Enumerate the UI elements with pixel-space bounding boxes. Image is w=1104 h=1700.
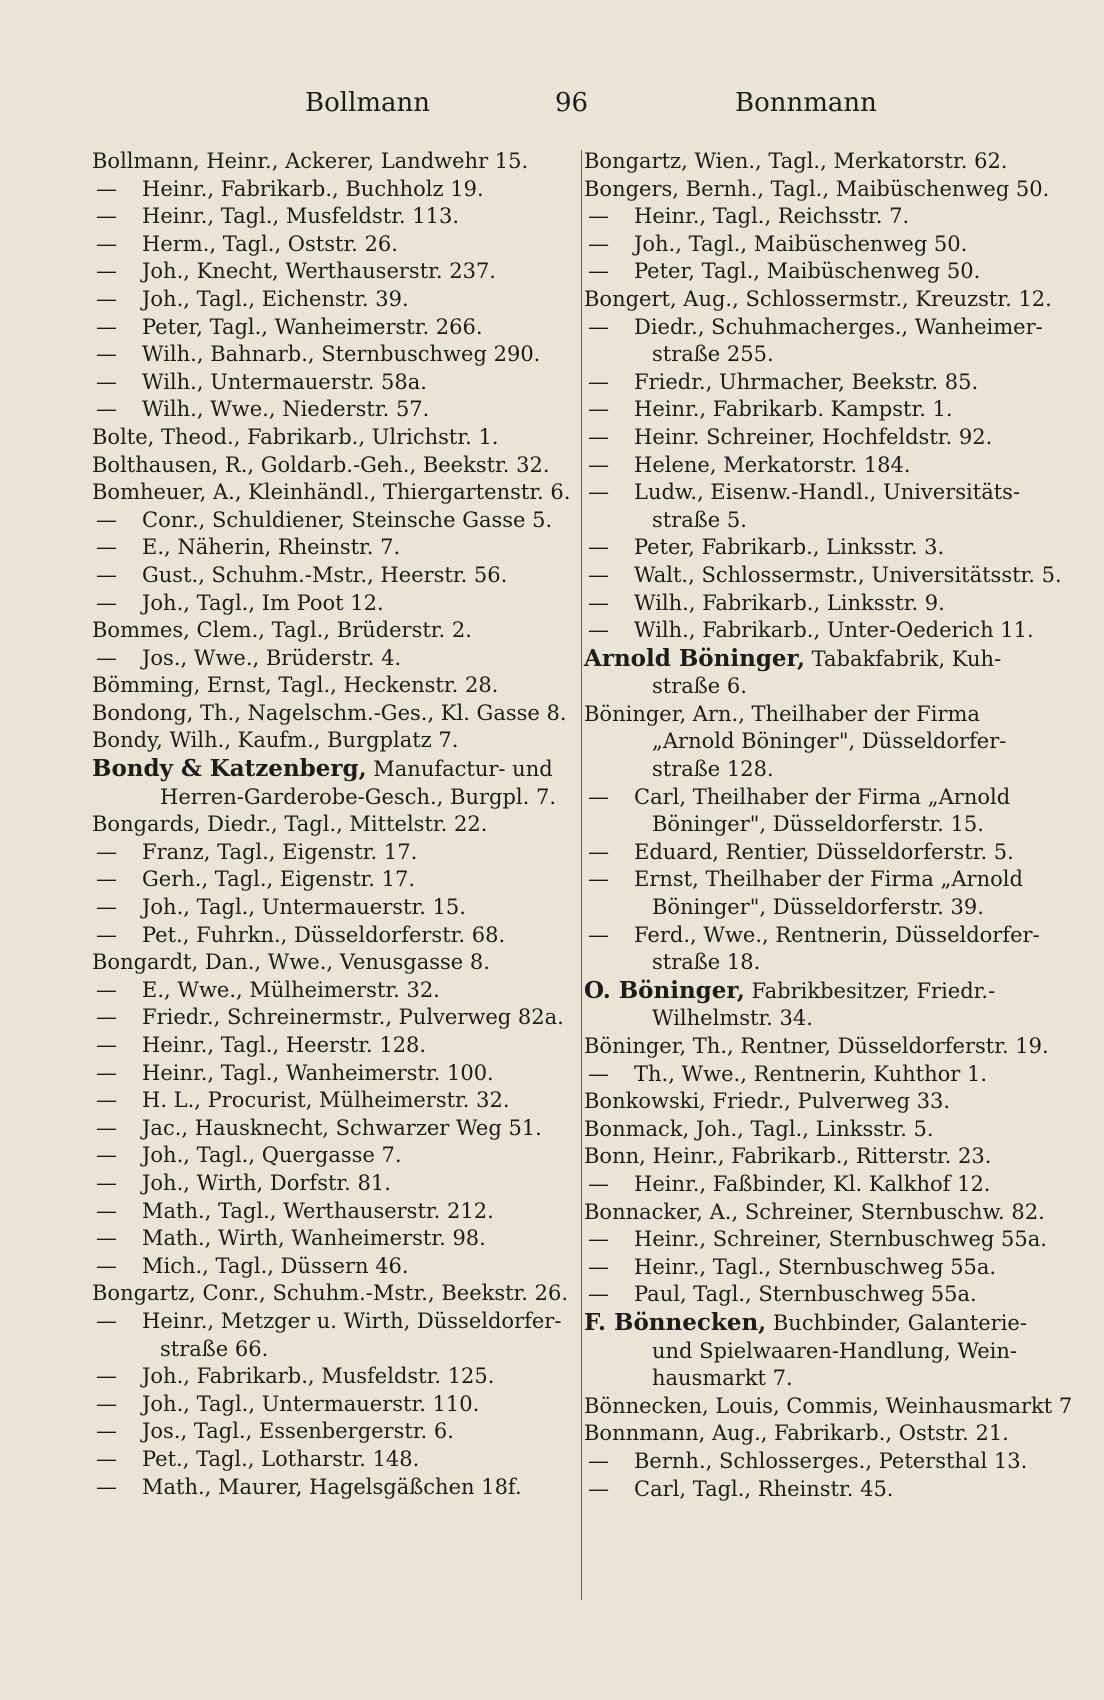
entry-text: straße 255. — [652, 342, 774, 367]
directory-entry — [92, 894, 572, 922]
repeat-dash: — — [588, 1171, 609, 1196]
entry-text: Carl, Theilhaber der Firma „Arnold — [634, 784, 1011, 809]
entry-text: Joh., Tagl., Eichenstr. 39. — [142, 286, 409, 311]
directory-entry — [92, 286, 572, 314]
entry-text: straße 128. — [652, 757, 774, 782]
repeat-dash: — — [588, 1227, 609, 1252]
repeat-dash: — — [588, 867, 609, 892]
directory-entry — [92, 839, 572, 867]
entry-text: Wilh., Wwe., Niederstr. 57. — [142, 397, 430, 422]
entry-text: Fabrikbesitzer, Friedr.- — [744, 978, 996, 1003]
repeat-dash: — — [96, 286, 117, 311]
entry-text: Heinr., Fabrikarb., Buchholz 19. — [142, 176, 484, 201]
entry-text: Bomheuer, A., Kleinhändl., Thiergartenstr. 6. — [92, 480, 571, 505]
repeat-dash: — — [588, 480, 609, 505]
repeat-dash: — — [96, 397, 117, 422]
directory-entry — [92, 755, 572, 784]
directory-entry — [92, 231, 572, 259]
repeat-dash: — — [588, 397, 609, 422]
entry-text: Heinr., Faßbinder, Kl. Kalkhof 12. — [634, 1171, 991, 1196]
directory-entry — [92, 341, 572, 369]
entry-text: Joh., Tagl., Untermauerstr. 110. — [142, 1391, 480, 1416]
directory-entry — [92, 314, 572, 342]
directory-entry — [584, 1199, 1064, 1227]
directory-entry — [584, 1448, 1064, 1476]
repeat-dash: — — [96, 1446, 117, 1471]
directory-entry — [584, 1143, 1064, 1171]
directory-entry — [92, 1032, 572, 1060]
directory-entry — [92, 176, 572, 204]
directory-entry — [584, 701, 1064, 729]
repeat-dash: — — [588, 369, 609, 394]
directory-entry — [584, 1309, 1064, 1338]
entry-text: Heinr. Schreiner, Hochfeldstr. 92. — [634, 424, 993, 449]
directory-entry — [584, 1005, 1064, 1033]
repeat-dash: — — [96, 204, 117, 229]
directory-entry — [584, 562, 1064, 590]
entry-text: Joh., Knecht, Werthauserstr. 237. — [142, 259, 496, 284]
repeat-dash: — — [588, 1061, 609, 1086]
entry-text: Peter, Tagl., Maibüschenweg 50. — [634, 259, 981, 284]
entry-text: Bömming, Ernst, Tagl., Heckenstr. 28. — [92, 673, 499, 698]
directory-entry — [584, 839, 1064, 867]
directory-entry — [584, 784, 1064, 812]
repeat-dash: — — [96, 1033, 117, 1057]
repeat-dash: — — [588, 231, 609, 256]
entry-text: und Spielwaaren-Handlung, Wein- — [652, 1338, 1017, 1363]
repeat-dash: — — [96, 977, 117, 1002]
entry-text: Wilh., Fabrikarb., Unter-Oederich 11. — [634, 618, 1034, 643]
entry-text: Wilh., Untermauerstr. 58a. — [142, 369, 427, 394]
directory-entry — [584, 949, 1064, 977]
column-divider — [581, 150, 582, 1600]
entry-text: Friedr., Uhrmacher, Beekstr. 85. — [634, 369, 979, 394]
directory-entry — [92, 479, 572, 507]
repeat-dash: — — [96, 314, 117, 339]
entry-text: E., Näherin, Rheinstr. 7. — [142, 535, 401, 560]
firm-name: Arnold Böninger, — [584, 644, 805, 672]
directory-entry — [584, 673, 1064, 701]
directory-entry — [584, 396, 1064, 424]
directory-entry — [92, 1253, 572, 1281]
entry-text: Bernh., Schlosserges., Petersthal 13. — [634, 1448, 1028, 1473]
directory-entry — [92, 672, 572, 700]
repeat-dash: — — [96, 590, 117, 615]
repeat-dash: — — [588, 618, 609, 643]
entry-text: Bolthausen, R., Goldarb.-Geh., Beekstr. 32. — [92, 452, 550, 477]
entry-text: Böninger, Th., Rentner, Düsseldorferstr. 19. — [584, 1034, 1049, 1058]
directory-entry — [584, 1420, 1064, 1448]
repeat-dash: — — [96, 1391, 117, 1416]
directory-entry — [584, 1281, 1064, 1309]
entry-text: Bongert, Aug., Schlossermstr., Kreuzstr. 12. — [584, 286, 1052, 311]
repeat-dash: — — [96, 1005, 117, 1030]
directory-entry — [92, 922, 572, 950]
repeat-dash: — — [96, 922, 117, 947]
directory-entry — [584, 1365, 1064, 1393]
entry-text: Ludw., Eisenw.-Handl., Universitäts- — [634, 480, 1021, 505]
repeat-dash: — — [96, 1170, 117, 1195]
repeat-dash: — — [96, 895, 117, 920]
directory-entry — [92, 1280, 572, 1308]
entry-text: E., Wwe., Mülheimerstr. 32. — [142, 977, 440, 1002]
entry-text: Bonmack, Joh., Tagl., Linksstr. 5. — [584, 1116, 934, 1141]
repeat-dash: — — [96, 1115, 117, 1140]
repeat-dash: — — [588, 424, 609, 449]
directory-entry — [92, 866, 572, 894]
repeat-dash: — — [96, 1198, 117, 1223]
directory-entry — [584, 258, 1064, 286]
directory-entry — [584, 1393, 1073, 1421]
entry-text: straße 6. — [652, 674, 747, 699]
entry-text: Bonn, Heinr., Fabrikarb., Ritterstr. 23. — [584, 1144, 992, 1169]
directory-entry — [584, 1338, 1064, 1366]
entry-text: Bongartz, Conr., Schuhm.-Mstr., Beekstr. 26. — [92, 1281, 569, 1306]
repeat-dash: — — [96, 1143, 117, 1168]
entry-text: Heinr., Schreiner, Sternbuschweg 55a. — [634, 1227, 1047, 1252]
repeat-dash: — — [588, 839, 609, 864]
directory-entry — [92, 1336, 572, 1364]
directory-entry — [92, 258, 572, 286]
repeat-dash: — — [96, 1308, 117, 1333]
directory-entry — [584, 645, 1064, 674]
directory-entry — [584, 452, 1064, 480]
entry-text: Pet., Fuhrkn., Düsseldorferstr. 68. — [142, 922, 506, 947]
directory-entry — [584, 203, 1064, 231]
directory-entry — [584, 1226, 1064, 1254]
entry-text: Herren-Garderobe-Gesch., Burgpl. 7. — [160, 784, 556, 809]
directory-entry — [584, 728, 1064, 756]
entry-text: Conr., Schuldiener, Steinsche Gasse 5. — [142, 507, 553, 532]
entry-text: Buchbinder, Galanterie- — [766, 1310, 1027, 1335]
entry-text: Bondong, Th., Nagelschm.-Ges., Kl. Gasse 8. — [92, 700, 567, 725]
directory-entry — [92, 1198, 572, 1226]
directory-entry — [92, 977, 572, 1005]
repeat-dash: — — [96, 1088, 117, 1113]
directory-entry — [584, 811, 1064, 839]
entry-text: Th., Wwe., Rentnerin, Kuhthor 1. — [634, 1061, 987, 1086]
entry-text: Wilh., Fabrikarb., Linksstr. 9. — [634, 590, 945, 615]
directory-entry — [92, 1418, 572, 1446]
repeat-dash: — — [96, 1226, 117, 1251]
entry-text: Joh., Wirth, Dorfstr. 81. — [142, 1170, 391, 1195]
directory-entry — [92, 1474, 572, 1502]
repeat-dash: — — [96, 369, 117, 394]
directory-entry — [584, 534, 1064, 562]
repeat-dash: — — [588, 562, 609, 587]
directory-entry — [92, 700, 572, 728]
repeat-dash: — — [96, 562, 117, 587]
entry-text: Jos., Tagl., Essenbergerstr. 6. — [142, 1419, 454, 1444]
entry-text: Peter, Tagl., Wanheimerstr. 266. — [142, 314, 483, 339]
entry-text: Eduard, Rentier, Düsseldorferstr. 5. — [634, 839, 1014, 864]
directory-entry — [584, 894, 1064, 922]
entry-text: Bondy, Wilh., Kaufm., Burgplatz 7. — [92, 728, 459, 753]
entry-text: Heinr., Metzger u. Wirth, Düsseldorfer- — [142, 1308, 562, 1333]
entry-text: Bolte, Theod., Fabrikarb., Ulrichstr. 1. — [92, 424, 499, 449]
directory-entry — [92, 949, 572, 977]
repeat-dash: — — [96, 231, 117, 256]
entry-text: Heinr., Tagl., Wanheimerstr. 100. — [142, 1060, 494, 1085]
entry-text: straße 18. — [652, 950, 761, 975]
entry-text: Pet., Tagl., Lotharstr. 148. — [142, 1446, 420, 1471]
entry-text: Joh., Tagl., Maibüschenweg 50. — [634, 231, 968, 256]
directory-entry — [92, 369, 572, 397]
repeat-dash: — — [588, 204, 609, 229]
directory-entry — [92, 424, 572, 452]
page-number: 96 — [555, 88, 589, 118]
entry-text: Ernst, Theilhaber der Firma „Arnold — [634, 867, 1023, 892]
entry-text: Bongers, Bernh., Tagl., Maibüschenweg 50. — [584, 176, 1050, 201]
directory-entry — [584, 922, 1064, 950]
entry-text: Bongards, Diedr., Tagl., Mittelstr. 22. — [92, 812, 488, 837]
entry-text: Böninger", Düsseldorferstr. 39. — [652, 895, 984, 920]
repeat-dash: — — [96, 867, 117, 892]
directory-entry — [584, 507, 1064, 535]
directory-entry — [92, 590, 572, 618]
directory-entry — [584, 1033, 1064, 1061]
entry-text: Bönnecken, Louis, Commis, Weinhausmarkt 7 — [584, 1393, 1073, 1418]
entry-text: Heinr., Tagl., Sternbuschweg 55a. — [634, 1254, 997, 1279]
directory-entry — [584, 286, 1064, 314]
directory-entry — [92, 1363, 572, 1391]
directory-entry — [92, 1142, 572, 1170]
entry-text: Bollmann, Heinr., Ackerer, Landwehr 15. — [92, 149, 529, 173]
entry-text: Franz, Tagl., Eigenstr. 17. — [142, 839, 418, 864]
directory-entry — [92, 148, 572, 176]
directory-entry — [584, 314, 1064, 342]
directory-entry — [584, 479, 1064, 507]
entry-text: hausmarkt 7. — [652, 1366, 793, 1391]
entry-text: Joh., Tagl., Untermauerstr. 15. — [142, 895, 466, 920]
directory-entry — [584, 756, 1064, 784]
directory-entry — [92, 1115, 572, 1143]
repeat-dash: — — [96, 839, 117, 864]
directory-entry — [584, 977, 1064, 1006]
entry-text: straße 66. — [160, 1336, 269, 1361]
directory-entry — [92, 1391, 572, 1419]
firm-name: F. Bönnecken, — [584, 1308, 767, 1336]
repeat-dash: — — [588, 452, 609, 477]
entry-text: Bonnmann, Aug., Fabrikarb., Oststr. 21. — [584, 1421, 1009, 1446]
directory-entry — [92, 534, 572, 562]
directory-entry — [584, 231, 1064, 259]
directory-entry — [92, 784, 572, 812]
right-column — [584, 148, 1073, 1503]
directory-entry — [584, 617, 1064, 645]
repeat-dash: — — [96, 1364, 117, 1389]
directory-entry — [92, 203, 572, 231]
entry-text: Math., Wirth, Wanheimerstr. 98. — [142, 1226, 486, 1251]
repeat-dash: — — [96, 176, 117, 201]
repeat-dash: — — [588, 922, 609, 947]
directory-entry — [584, 148, 1064, 176]
entry-text: Bonkowski, Friedr., Pulverweg 33. — [584, 1089, 951, 1114]
directory-entry — [92, 507, 572, 535]
firm-name: Bondy & Katzenberg, — [92, 755, 367, 783]
firm-name: O. Böninger, — [584, 976, 745, 1004]
entry-text: Friedr., Schreinermstr., Pulverweg 82a. — [142, 1005, 564, 1030]
entry-text: Diedr., Schuhmacherges., Wanheimer- — [634, 314, 1043, 339]
directory-entry — [584, 424, 1064, 452]
repeat-dash: — — [96, 645, 117, 670]
entry-text: Böninger, Arn., Theilhaber der Firma — [584, 701, 980, 726]
repeat-dash: — — [96, 1060, 117, 1085]
directory-entry — [92, 1087, 572, 1115]
directory-entry — [92, 727, 572, 755]
repeat-dash: — — [588, 590, 609, 615]
repeat-dash: — — [96, 342, 117, 367]
entry-text: Math., Maurer, Hagelsgäßchen 18f. — [142, 1474, 522, 1499]
directory-entry — [584, 866, 1064, 894]
repeat-dash: — — [588, 1448, 609, 1473]
directory-entry — [584, 1171, 1064, 1199]
repeat-dash: — — [588, 1282, 609, 1307]
entry-text: Carl, Tagl., Rheinstr. 45. — [634, 1476, 894, 1501]
directory-entry — [92, 562, 572, 590]
entry-text: Heinr., Tagl., Heerstr. 128. — [142, 1033, 427, 1057]
entry-text: Helene, Merkatorstr. 184. — [634, 452, 911, 477]
directory-entry — [584, 1088, 1064, 1116]
directory-entry — [92, 811, 572, 839]
entry-text: Math., Tagl., Werthauserstr. 212. — [142, 1198, 494, 1223]
left-column — [92, 148, 572, 1501]
directory-entry — [584, 176, 1064, 204]
entry-text: Heinr., Tagl., Musfeldstr. 113. — [142, 204, 460, 229]
entry-text: Herm., Tagl., Oststr. 26. — [142, 231, 398, 256]
entry-text: Heinr., Fabrikarb. Kampstr. 1. — [634, 397, 953, 422]
repeat-dash: — — [96, 507, 117, 532]
entry-text: Bongardt, Dan., Wwe., Venusgasse 8. — [92, 950, 490, 975]
directory-entry — [92, 1170, 572, 1198]
repeat-dash: — — [588, 1476, 609, 1501]
entry-text: Böninger", Düsseldorferstr. 15. — [652, 812, 984, 837]
directory-entry — [92, 396, 572, 424]
directory-entry — [92, 645, 572, 673]
entry-text: H. L., Procurist, Mülheimerstr. 32. — [142, 1088, 510, 1113]
repeat-dash: — — [588, 259, 609, 284]
entry-text: Tabakfabrik, Kuh- — [804, 646, 1002, 671]
entry-text: „Arnold Böninger", Düsseldorfer- — [652, 729, 1007, 754]
directory-entry — [584, 1116, 1064, 1144]
entry-text: Wilh., Bahnarb., Sternbuschweg 290. — [142, 342, 541, 367]
directory-entry — [92, 452, 572, 480]
entry-text: Gerh., Tagl., Eigenstr. 17. — [142, 867, 416, 892]
entry-text: Paul, Tagl., Sternbuschweg 55a. — [634, 1282, 977, 1307]
entry-text: Mich., Tagl., Düssern 46. — [142, 1253, 409, 1278]
header-right-name: Bonnmann — [735, 88, 877, 118]
directory-entry — [584, 1061, 1064, 1089]
entry-text: straße 5. — [652, 507, 747, 532]
entry-text: Bongartz, Wien., Tagl., Merkatorstr. 62. — [584, 149, 1008, 173]
directory-entry — [92, 1060, 572, 1088]
repeat-dash: — — [588, 784, 609, 809]
repeat-dash: — — [96, 1474, 117, 1499]
directory-entry — [92, 1225, 572, 1253]
entry-text: Peter, Fabrikarb., Linksstr. 3. — [634, 535, 945, 560]
repeat-dash: — — [588, 1254, 609, 1279]
repeat-dash: — — [96, 1253, 117, 1278]
entry-text: Joh., Tagl., Quergasse 7. — [142, 1143, 402, 1168]
directory-entry — [92, 617, 572, 645]
entry-text: Manufactur- und — [366, 757, 553, 782]
page-header — [0, 88, 1104, 128]
header-left-name: Bollmann — [305, 88, 431, 118]
entry-text: Bommes, Clem., Tagl., Brüderstr. 2. — [92, 618, 472, 643]
repeat-dash: — — [96, 259, 117, 284]
entry-text: Heinr., Tagl., Reichsstr. 7. — [634, 204, 910, 229]
directory-entry — [92, 1004, 572, 1032]
entry-text: Joh., Fabrikarb., Musfeldstr. 125. — [142, 1364, 495, 1389]
entry-text: Wilhelmstr. 34. — [652, 1006, 813, 1031]
directory-entry — [584, 1476, 1064, 1504]
entry-text: Gust., Schuhm.-Mstr., Heerstr. 56. — [142, 562, 508, 587]
directory-entry — [92, 1308, 572, 1336]
repeat-dash: — — [588, 314, 609, 339]
repeat-dash: — — [96, 1419, 117, 1444]
directory-entry — [92, 1446, 572, 1474]
directory-entry — [584, 341, 1064, 369]
entry-text: Bonnacker, A., Schreiner, Sternbuschw. 82. — [584, 1199, 1045, 1224]
entry-text: Ferd., Wwe., Rentnerin, Düsseldorfer- — [634, 922, 1040, 947]
repeat-dash: — — [96, 535, 117, 560]
directory-entry — [584, 369, 1064, 397]
entry-text: Walt., Schlossermstr., Universitätsstr. 5. — [634, 562, 1062, 587]
entry-text: Jac., Hausknecht, Schwarzer Weg 51. — [142, 1115, 542, 1140]
directory-entry — [584, 1254, 1064, 1282]
repeat-dash: — — [588, 535, 609, 560]
directory-entry — [584, 590, 1064, 618]
entry-text: Jos., Wwe., Brüderstr. 4. — [142, 645, 402, 670]
entry-text: Joh., Tagl., Im Poot 12. — [142, 590, 384, 615]
